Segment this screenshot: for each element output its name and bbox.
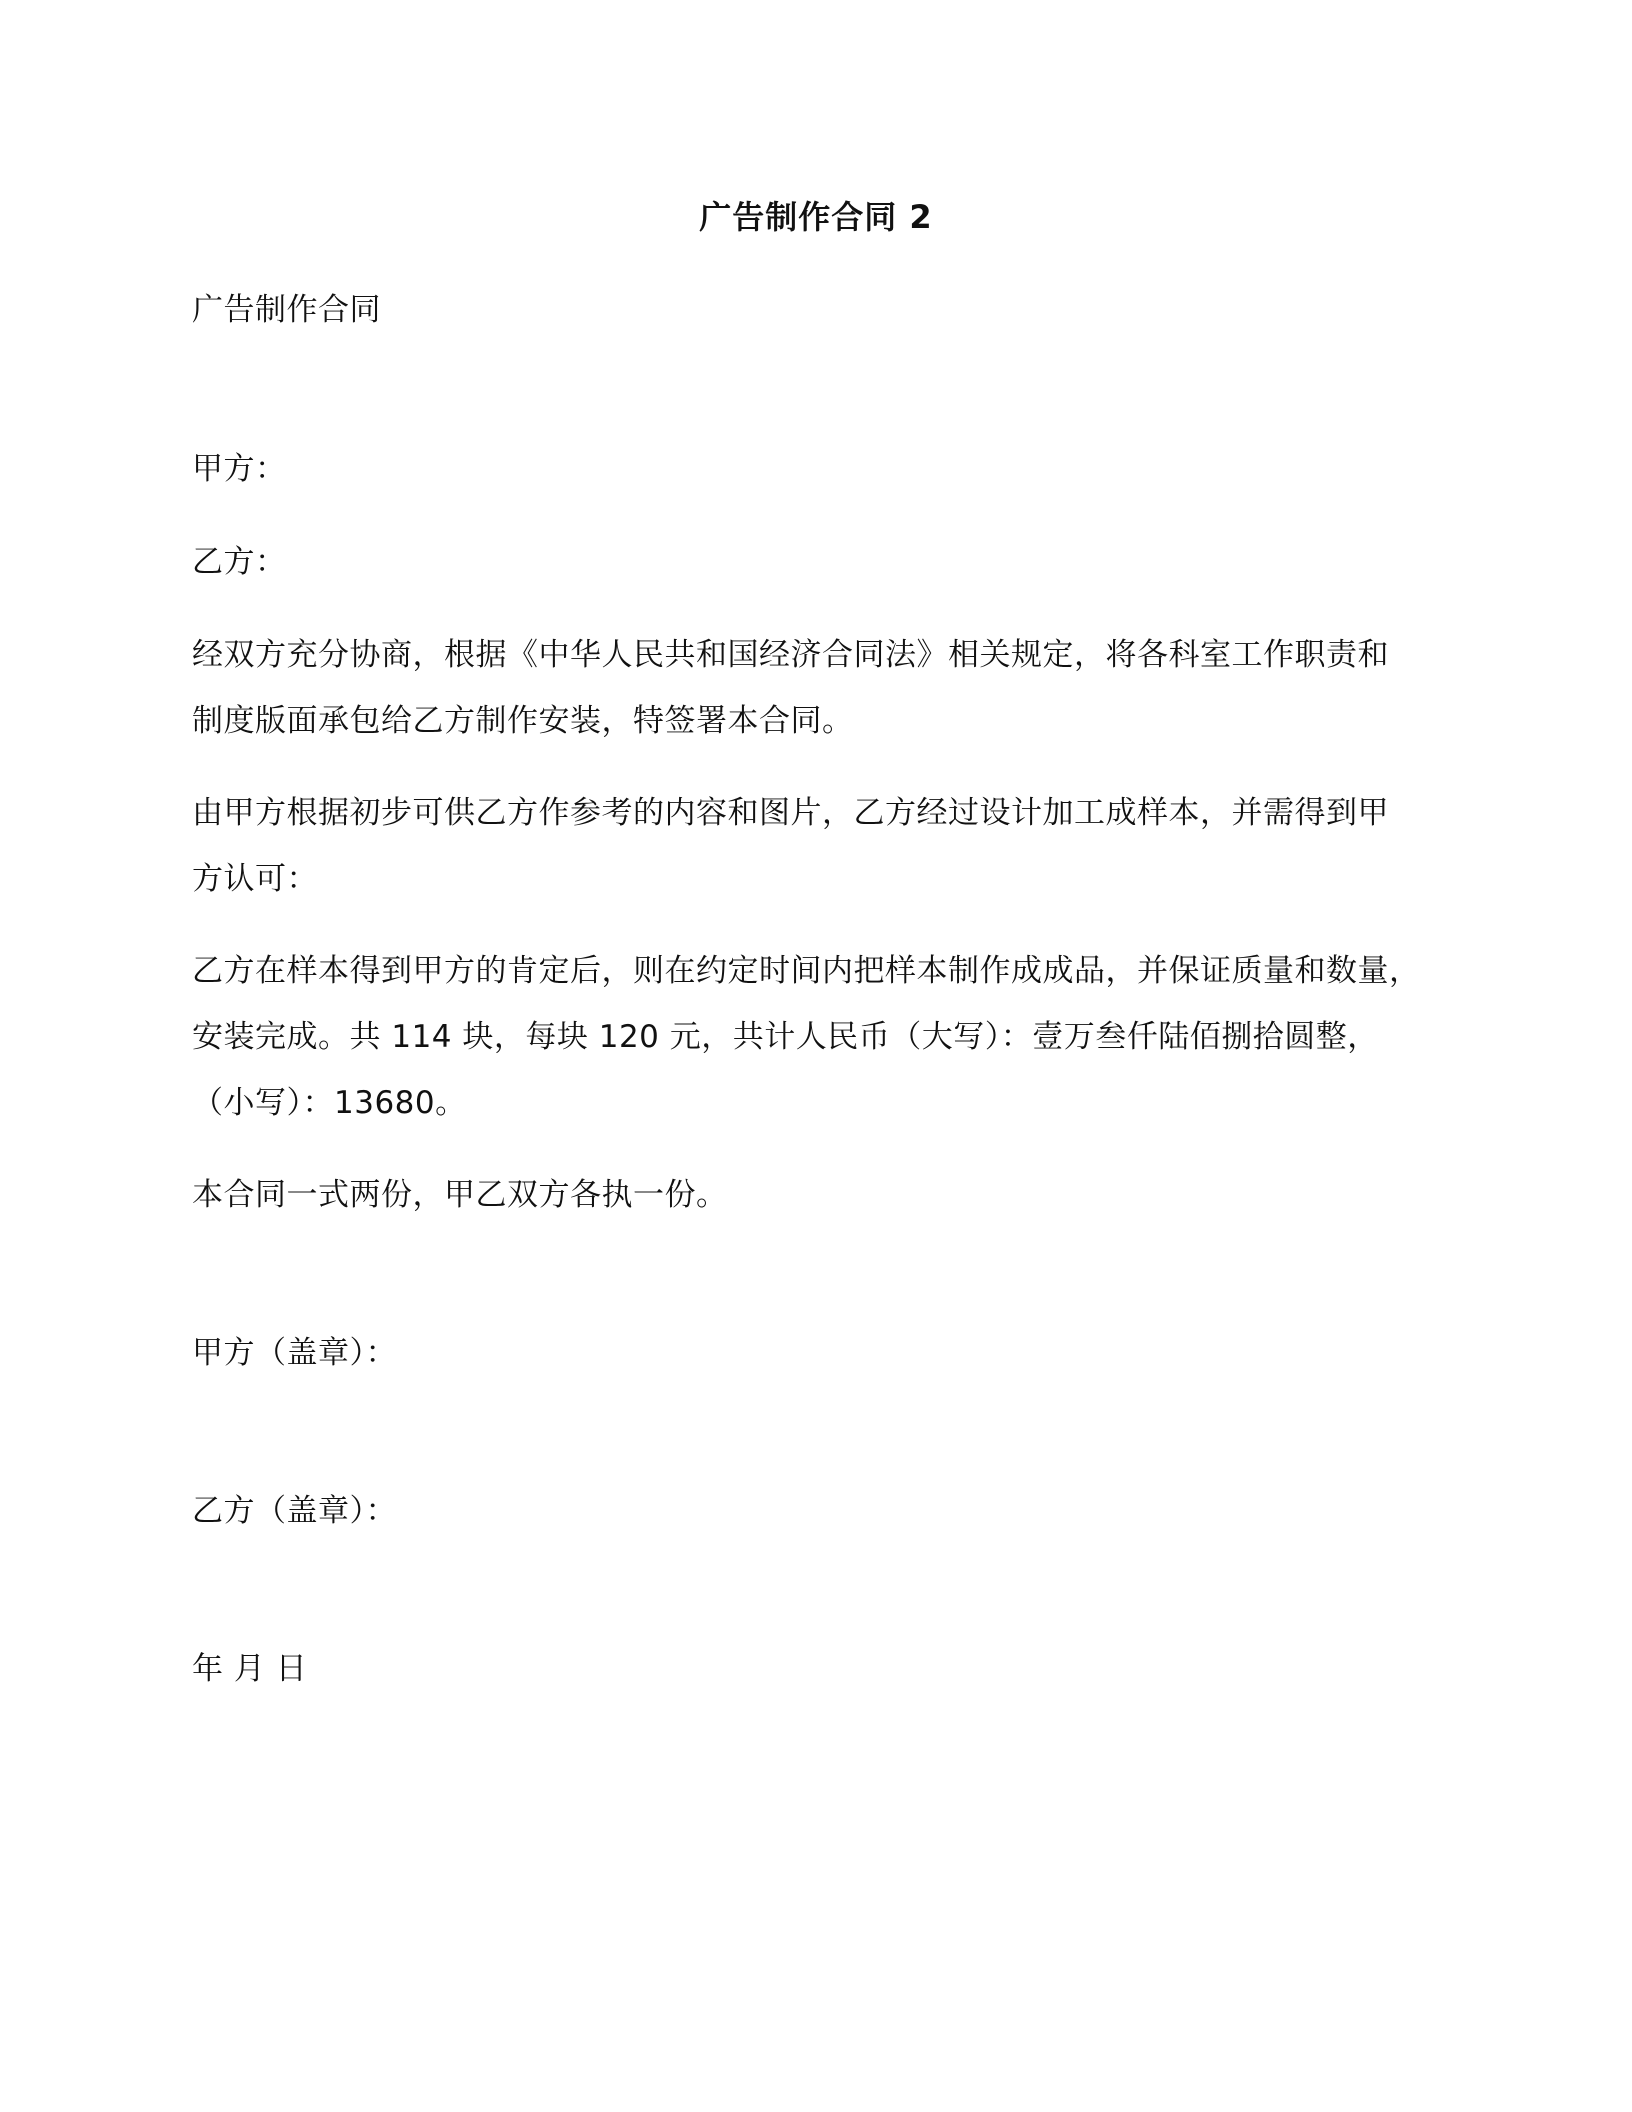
paragraph-line: 由甲方根据初步可供乙方作参考的内容和图片，乙方经过设计加工成样本，并需得到甲 — [192, 795, 1389, 831]
paragraph-agreement-basis — [192, 622, 1452, 754]
paragraph-production-payment — [192, 938, 1452, 1136]
paragraph-line: 制度版面承包给乙方制作安装，特签署本合同。 — [192, 703, 854, 739]
paragraph-copies: 本合同一式两份，甲乙双方各执一份。 — [192, 1177, 728, 1213]
paragraph-line: 安装完成。共 114 块，每块 120 元，共计人民币（大写）：壹万叁仟陆佰捌拾圆整， — [192, 1019, 1379, 1055]
paragraph-line: （小写）：13680。 — [192, 1085, 467, 1121]
paragraph-sample-design — [192, 780, 1452, 912]
paragraph-line: 乙方在样本得到甲方的肯定后，则在约定时间内把样本制作成成品，并保证质量和数量， — [192, 953, 1421, 989]
party-b-label: 乙方： — [192, 544, 287, 580]
party-b-seal-label: 乙方（盖章）： — [192, 1493, 397, 1529]
party-a-seal-label: 甲方（盖章）： — [192, 1335, 397, 1371]
paragraph-line: 经双方充分协商，根据《中华人民共和国经济合同法》相关规定，将各科室工作职责和 — [192, 637, 1389, 673]
date-line: 年 月 日 — [192, 1651, 308, 1687]
document-title: 广告制作合同 2 — [699, 198, 933, 236]
party-a-label: 甲方： — [192, 451, 287, 487]
paragraph-line: 方认可： — [192, 861, 318, 897]
contract-subtitle: 广告制作合同 — [192, 292, 381, 328]
